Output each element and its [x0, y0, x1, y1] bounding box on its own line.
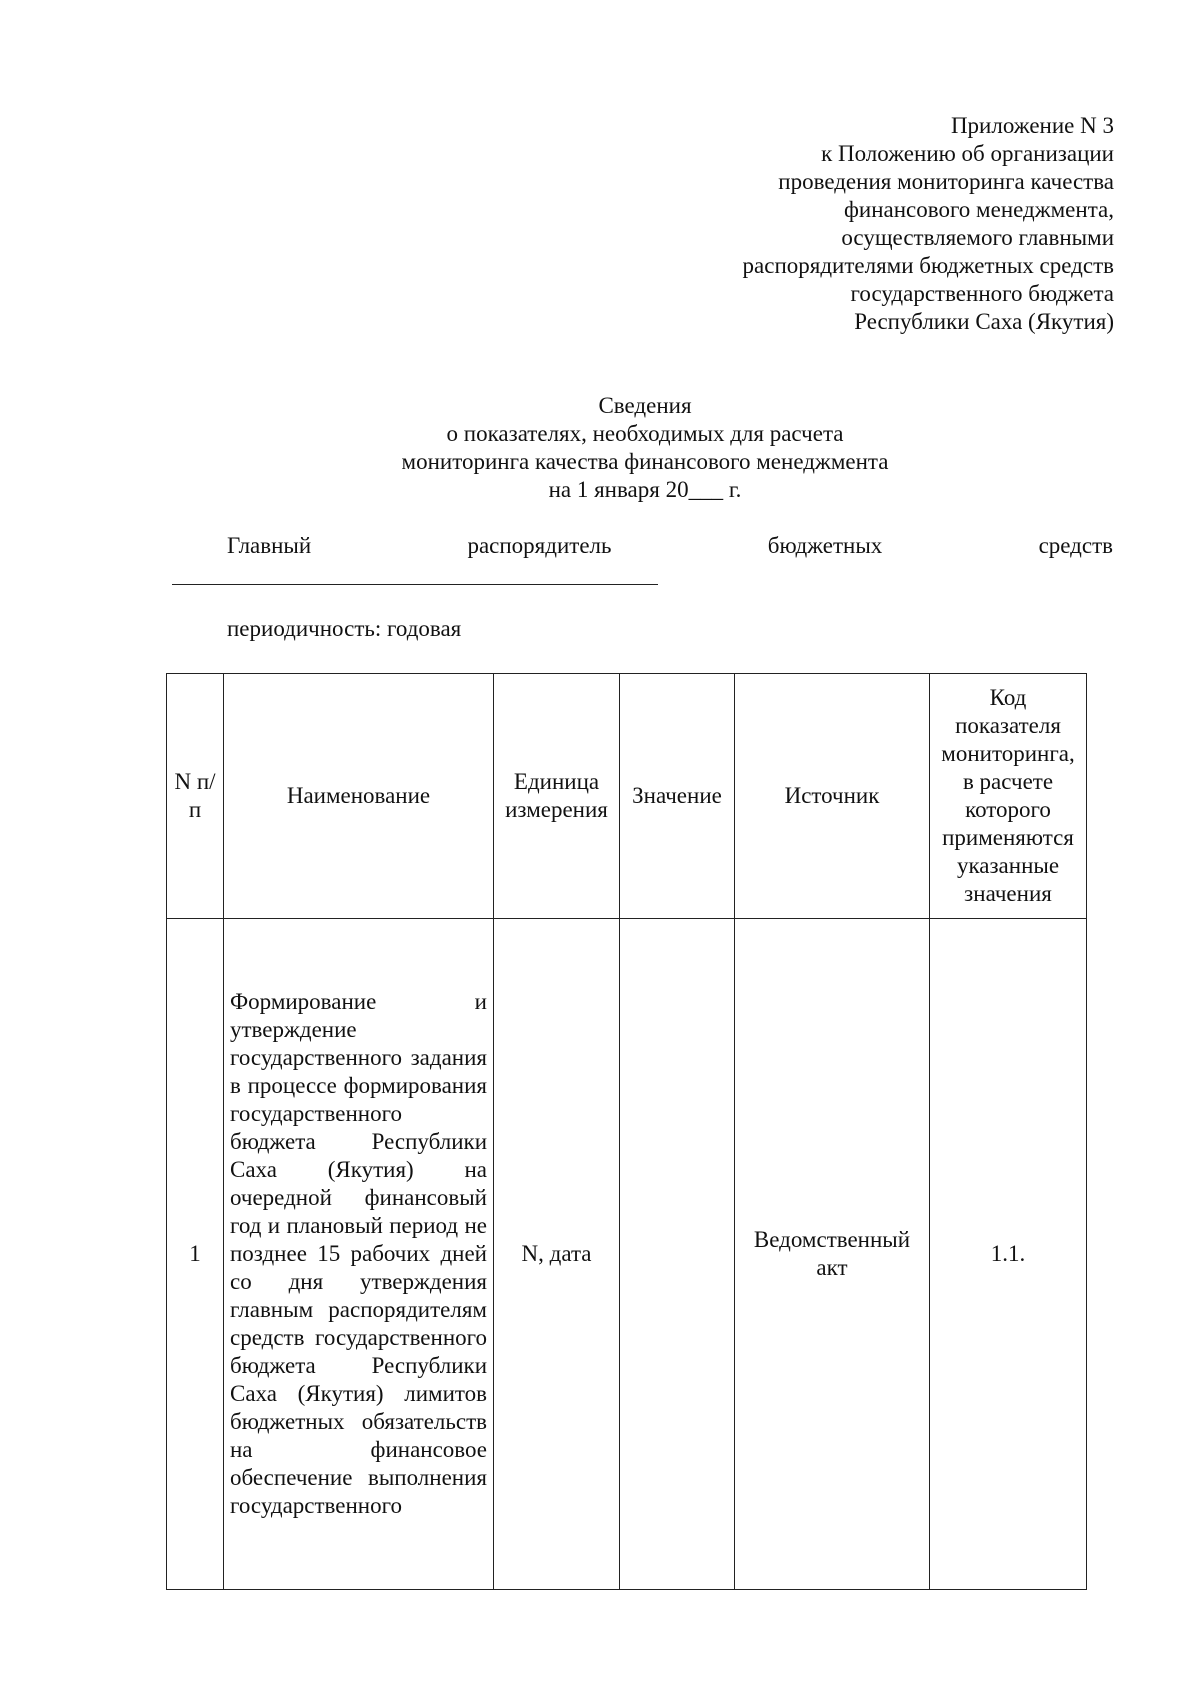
- appendix-line: Приложение N 3: [950, 113, 1114, 138]
- table-header-row: [167, 674, 1087, 919]
- distributor-word: распорядитель: [467, 533, 612, 558]
- header-source: Источник: [735, 674, 930, 919]
- header-name: Наименование: [224, 674, 494, 919]
- cell-num: 1: [167, 919, 224, 1590]
- appendix-line: осуществляемого главными: [841, 225, 1114, 250]
- cell-code: 1.1.: [930, 919, 1087, 1590]
- title-line: на 1 января 20___ г.: [548, 477, 742, 502]
- cell-value: [620, 919, 735, 1590]
- appendix-line: финансового менеджмента,: [844, 197, 1114, 222]
- header-value: Значение: [620, 674, 735, 919]
- appendix-header: [554, 112, 1114, 336]
- title-line: Сведения: [598, 393, 692, 418]
- distributor-word: Главный: [227, 533, 312, 558]
- title-line: о показателях, необходимых для расчета: [446, 421, 844, 446]
- header-unit: Единица измерения: [494, 674, 620, 919]
- appendix-line: распорядителями бюджетных средств: [742, 253, 1114, 278]
- indicators-table: [166, 673, 1087, 1590]
- appendix-line: Республики Саха (Якутия): [854, 309, 1114, 334]
- cell-name: Формирование и утверждение государственного задания в процессе формирования государственного бюджета Республики Саха (Якутия) на очередной финансовый год и плановый период не позднее 15 рабочих дней со дня утверждения главным распорядителям средств государственного бюджета Республики Саха (Якутия) лимитов бюджетных обязательств на финансовое обеспечение выполнения государственного: [224, 919, 494, 1590]
- periodicity-text: периодичность: годовая: [227, 616, 462, 641]
- header-code: Код показателя мониторинга, в расчете которого применяются указанные значения: [930, 674, 1087, 919]
- appendix-line: государственного бюджета: [850, 281, 1114, 306]
- distributor-word: бюджетных: [767, 533, 883, 558]
- appendix-line: к Положению об организации: [821, 141, 1114, 166]
- cell-unit: N, дата: [494, 919, 620, 1590]
- distributor-word: средств: [1038, 533, 1113, 558]
- header-num: N п/п: [167, 674, 224, 919]
- document-title: [100, 392, 1190, 504]
- distributor-label: [227, 532, 1113, 560]
- distributor-fill-line: [172, 584, 658, 585]
- cell-source: Ведомственный акт: [735, 919, 930, 1590]
- appendix-line: проведения мониторинга качества: [778, 169, 1114, 194]
- table-row: [167, 919, 1087, 1590]
- title-line: мониторинга качества финансового менеджмента: [401, 449, 889, 474]
